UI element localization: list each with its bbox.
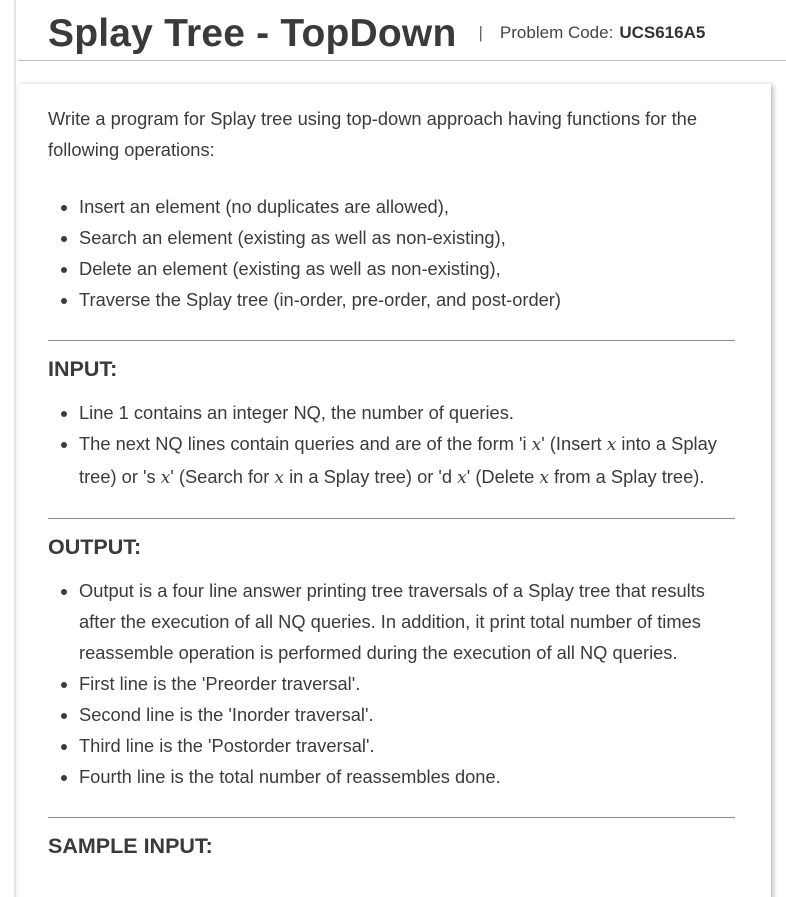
section-divider — [48, 340, 735, 341]
header-divider — [18, 60, 786, 61]
list-item: • Second line is the 'Inorder traversal'. — [79, 699, 738, 730]
header-separator: | — [478, 23, 483, 42]
list-item: • Traverse the Splay tree (in-order, pre-order, and post-order) — [79, 284, 738, 315]
output-list — [48, 575, 738, 792]
math-variable: x — [457, 468, 467, 488]
text-segment: in a Splay tree) or 'd — [283, 466, 458, 487]
list-item: • Insert an element (no duplicates are allowed), — [79, 191, 738, 222]
math-variable: x — [160, 468, 171, 488]
input-heading: INPUT: — [48, 357, 118, 381]
text-segment: ' (Insert — [541, 433, 607, 454]
list-item: • Output is a four line answer printing tree traversals of a Splay tree that results after the execution of all NQ queries. In addition, it print total number of times reassemble operation is performed during the execution of all NQ queries. — [79, 575, 738, 668]
section-divider — [48, 518, 735, 519]
math-variable: x — [606, 435, 617, 455]
list-item — [79, 428, 738, 494]
list-item: • Line 1 contains an integer NQ, the number of queries. — [79, 397, 738, 428]
problem-title: Splay Tree - TopDown — [48, 11, 457, 55]
input-list — [48, 397, 738, 494]
left-border — [14, 0, 16, 897]
list-item: • Third line is the 'Postorder traversal'. — [79, 730, 738, 761]
text-segment: ' (Search for — [170, 466, 275, 487]
list-item: • Delete an element (existing as well as non-existing), — [79, 253, 738, 284]
list-item: • First line is the 'Preorder traversal'. — [79, 668, 738, 699]
math-variable: x — [274, 468, 284, 488]
section-divider — [48, 817, 735, 818]
output-heading: OUTPUT: — [48, 535, 142, 559]
text-segment: from a Splay tree). — [548, 466, 705, 487]
problem-statement — [48, 103, 738, 862]
text-segment: The next NQ lines contain queries and are of the form 'i — [79, 433, 532, 454]
text-segment: into a Splay tree) or 's — [79, 433, 717, 487]
problem-code-label: Problem Code: — [499, 23, 614, 42]
math-variable: x — [539, 468, 549, 488]
text-segment: ' (Delete — [466, 466, 540, 487]
math-variable: x — [531, 435, 542, 455]
problem-header — [48, 6, 786, 60]
list-item: • Fourth line is the total number of reassembles done. — [79, 761, 738, 792]
list-item: • Search an element (existing as well as non-existing), — [79, 222, 738, 253]
intro-text: Write a program for Splay tree using top-down approach having functions for the following operations: — [48, 108, 698, 160]
operations-list — [48, 191, 738, 315]
sample-input-heading: SAMPLE INPUT: — [48, 834, 213, 858]
problem-code-value: UCS616A5 — [619, 23, 706, 42]
